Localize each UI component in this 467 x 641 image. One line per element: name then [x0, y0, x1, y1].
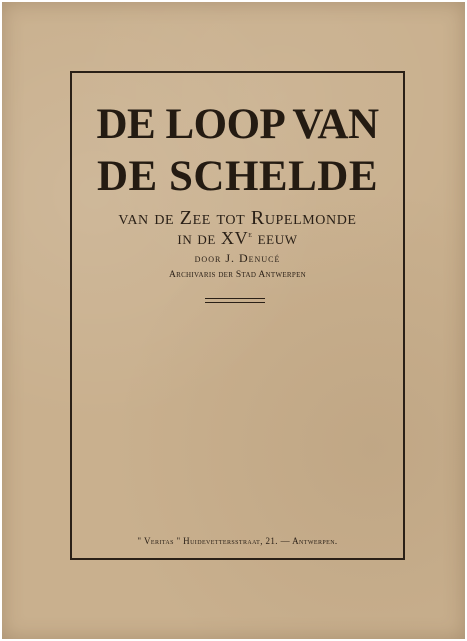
subtitle-line-2-prefix: in de XV [177, 228, 249, 248]
author-line: door J. Denucé [194, 251, 281, 265]
cover-border-frame [70, 71, 405, 560]
title-line-2: DE SCHELDE [97, 153, 378, 200]
subtitle-line-2-superscript: e [248, 229, 253, 239]
decorative-rule [205, 298, 265, 303]
publisher-line: " Veritas " Huidevettersstraat, 21. — Antwerpen. [137, 536, 338, 546]
title-line-1: DE LOOP VAN [96, 101, 379, 148]
subtitle-line-1: van de Zee tot Rupelmonde [118, 207, 357, 229]
subtitle-line-2 [72, 228, 403, 249]
subtitle-line-2-suffix: eeuw [252, 228, 298, 248]
author-role: Archivaris der Stad Antwerpen [168, 270, 307, 280]
book-cover [2, 2, 465, 639]
